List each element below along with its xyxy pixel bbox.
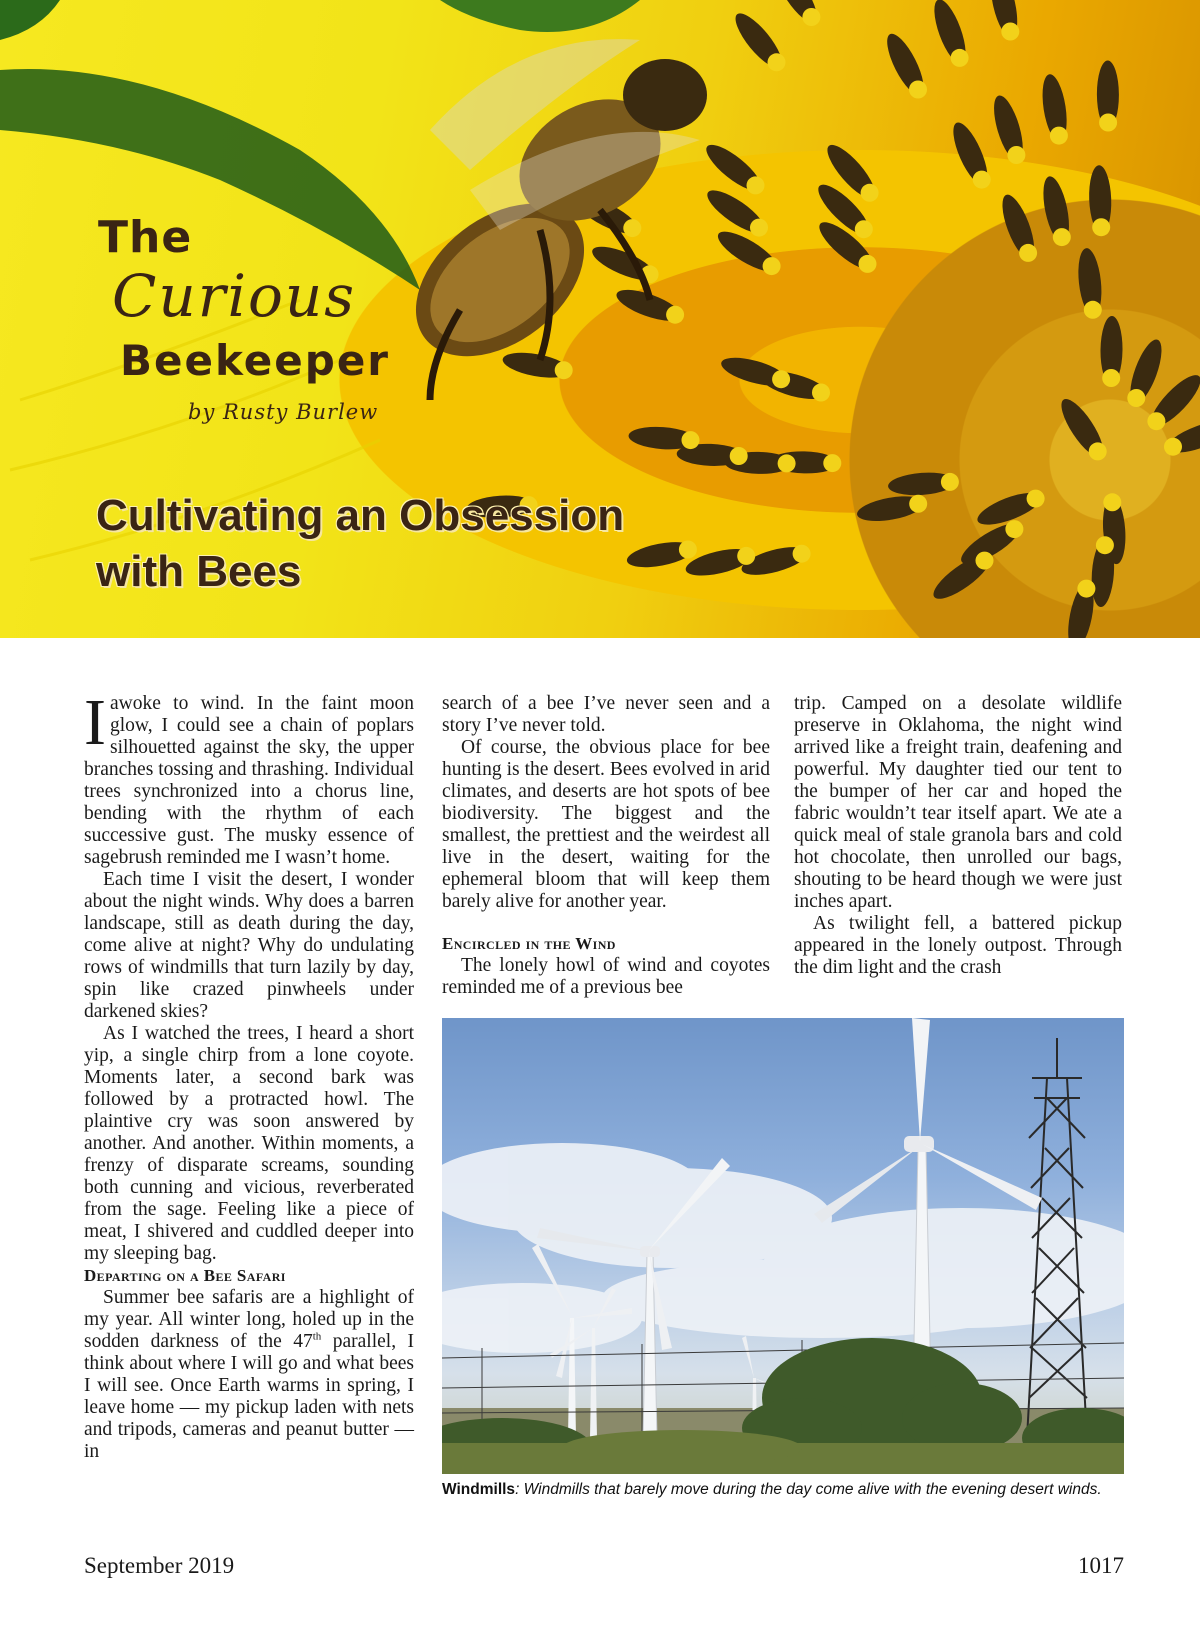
- floret-pollen: [1092, 218, 1110, 236]
- floret-pollen: [666, 306, 684, 324]
- floret-pollen: [951, 49, 969, 67]
- floret-pollen: [1096, 536, 1114, 554]
- clouds: [442, 1143, 1124, 1353]
- floret-pollen: [802, 8, 820, 26]
- floret-pollen: [973, 171, 991, 189]
- paragraph: Each time I visit the desert, I wonder about the night winds. Why does a barren landscape, still as death during the day, come alive at night? Why do undulating rows of windmills that turn lazily by day, spin like crazed pinwheels under darkened skies?: [84, 869, 414, 1022]
- author-byline: by Rusty Burlew: [188, 400, 379, 424]
- floret-pollen: [682, 431, 700, 449]
- floret-pollen: [909, 81, 927, 99]
- floret-pollen: [1027, 490, 1045, 508]
- petal-shadow: [0, 69, 420, 290]
- floret-pollen: [1089, 442, 1107, 460]
- superscript: th: [312, 1330, 322, 1343]
- floret-pollen: [941, 473, 959, 491]
- floret-pollen: [909, 495, 927, 513]
- floret-pollen: [823, 454, 841, 472]
- floret-pollen: [1001, 23, 1019, 41]
- floret-pollen: [763, 257, 781, 275]
- paragraph: search of a bee I’ve never seen and a story I’ve never told.: [442, 693, 770, 736]
- floret-pollen: [1084, 301, 1102, 319]
- article-headline: [96, 488, 796, 600]
- floret-pollen: [1127, 389, 1145, 407]
- floret-pollen: [1019, 244, 1037, 262]
- floret-pollen: [730, 447, 748, 465]
- headline-line-2: with Bees: [96, 547, 302, 596]
- floret-pollen: [747, 176, 765, 194]
- issue-date: September 2019: [84, 1553, 235, 1578]
- caption-text: : Windmills that barely move during the day come alive with the evening desert winds.: [515, 1481, 1102, 1498]
- headline-line-1: Cultivating an Obsession: [96, 491, 625, 540]
- column-title-curious: Curious: [112, 262, 357, 330]
- paragraph: [84, 686, 414, 869]
- article-column-2: [442, 693, 770, 999]
- floret-pollen: [1164, 438, 1182, 456]
- floret-pollen: [768, 53, 786, 71]
- floret-pollen: [750, 219, 768, 237]
- hero-banner: [0, 0, 1200, 638]
- article-column-3: [794, 693, 1122, 979]
- paragraph: trip. Camped on a desolate wildlife preserve in Oklahoma, the night wind arrived like a freight train, deafening and powerful. My daughter tied our tent to the bumper of her car and hoped the fabric wouldn’t tear itself apart. We ate a quick meal of stale granola bars and cold hot chocolate, then unrolled our bags, shouting to be heard though we were just inches apart.: [794, 693, 1122, 912]
- floret-pollen: [778, 454, 796, 472]
- petal-shadow-corner: [0, 0, 60, 40]
- photo-caption: [442, 1480, 1124, 1500]
- paragraph: As twilight fell, a battered pickup appeared in the lonely outpost. Through the dim light and the crash: [794, 913, 1122, 978]
- paragraph: As I watched the trees, I heard a short yip, a single chirp from a lone coyote. Moments later, a second bark was followed by a protracted howl. The plaintive cry was soon answered by another. And another. Within moments, a frenzy of disparate screams, sounding both cunning and vicious, reverberated from the sage. Feeling like a piece of meat, I shivered and cuddled deeper into my sleeping bag.: [84, 1023, 414, 1264]
- leaf-shape: [440, 0, 640, 32]
- bee-icon: [387, 39, 707, 400]
- paragraph: The lonely howl of wind and coyotes reminded me of a previous bee: [442, 955, 770, 998]
- floret-pollen: [976, 552, 994, 570]
- paragraph-text: Summer bee safaris are a highlight of my year. All winter long, holed up in the sodden darkness of the 47: [84, 1287, 414, 1352]
- paragraph-text: awoke to wind. In the faint moon glow, I could see a chain of poplars silhouetted against the sky, the upper branches tossing and thrashing. Individual trees synchronized into a chorus line, bending with the rhythm of each successive gust. The musky essence of sagebrush reminded me I wasn’t home.: [84, 693, 414, 868]
- floret-pollen: [623, 219, 641, 237]
- floret-pollen: [1077, 580, 1095, 598]
- paragraph-text: parallel, I think about where I will go and what bees I will see. Once Earth warms in spring, I leave home — my pickup laden with nets and tripods, cameras and peanut butter — in: [84, 1331, 414, 1462]
- floret-pollen: [1102, 369, 1120, 387]
- floret-pollen: [1147, 412, 1165, 430]
- caption-label: Windmills: [442, 1481, 516, 1498]
- page-number: 1017: [1078, 1553, 1124, 1578]
- article-column-1: [84, 686, 414, 1463]
- section-subhead: Departing on a Bee Safari: [84, 1266, 286, 1285]
- floret-pollen: [555, 361, 573, 379]
- floret-pollen: [859, 255, 877, 273]
- floret-pollen: [1050, 127, 1068, 145]
- floret-pollen: [812, 384, 830, 402]
- column-title-beekeeper: Beekeeper: [120, 336, 391, 385]
- windmills-photo: [442, 1018, 1124, 1474]
- floret-pollen: [855, 220, 873, 238]
- floret-pollen: [772, 370, 790, 388]
- floret-pollen: [1103, 493, 1121, 511]
- floret-pollen: [1007, 146, 1025, 164]
- paragraph: [84, 1287, 414, 1463]
- column-title-the: The: [98, 212, 193, 263]
- floret-pollen: [1053, 228, 1071, 246]
- paragraph: Of course, the obvious place for bee hunting is the desert. Bees evolved in arid climates, and deserts are hot spots of bee biodiversity. The biggest and the smallest, the prettiest and the weirdest all live in the desert, waiting for the ephemeral bloom that will keep them barely alive for another year.: [442, 737, 770, 912]
- windmills-image: [442, 1018, 1124, 1474]
- section-subhead: Encircled in the Wind: [442, 934, 616, 953]
- floret-pollen: [861, 184, 879, 202]
- drop-cap: I: [84, 686, 106, 759]
- floret-pollen: [1005, 520, 1023, 538]
- floret-pollen: [1099, 114, 1117, 132]
